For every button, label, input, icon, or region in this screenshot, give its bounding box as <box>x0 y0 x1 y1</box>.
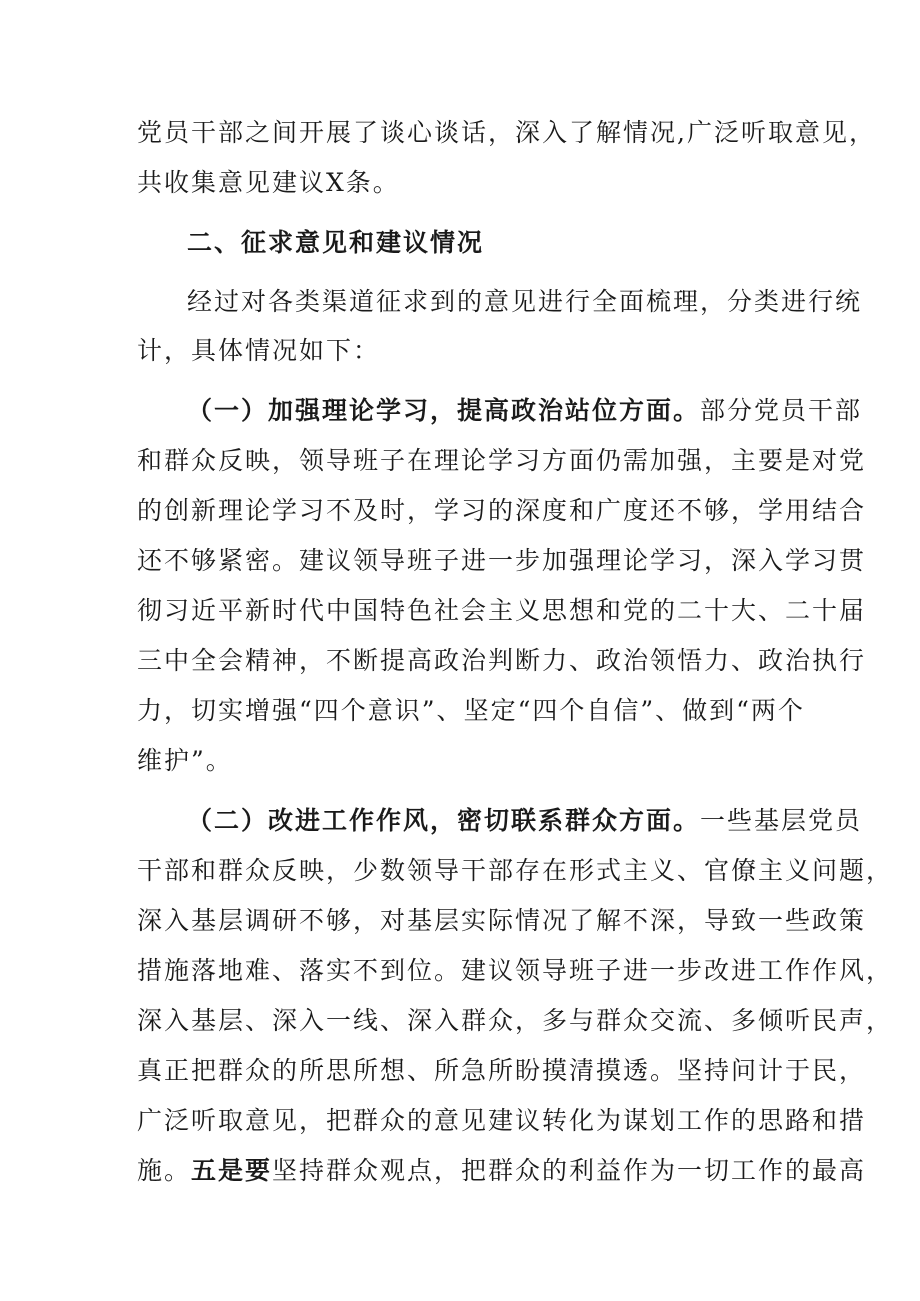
subsection-title-2: （二）改进工作作风，密切联系群众方面。 <box>187 806 701 835</box>
paragraph-3-line-7: 力，切实增强“四个意识”、坚定“四个自信”、做到“两个 <box>137 696 805 725</box>
paragraph-4-line-4: 措施落地难、落实不到位。建议领导班子进一步改进工作作风， <box>137 956 894 985</box>
paragraph-3-line-1 <box>187 396 863 426</box>
paragraph-4-line-1 <box>187 806 863 836</box>
paragraph-3-line-3: 的创新理论学习不及时，学习的深度和广度还不够，学用结合 <box>137 496 867 525</box>
paragraph-2-line-1: 经过对各类渠道征求到的意见进行全面梳理，分类进行统 <box>187 287 863 316</box>
paragraph-4-line-5: 深入基层、深入一线、深入群众，多与群众交流、多倾听民声， <box>137 1006 894 1035</box>
emphasis-label: 五是要 <box>191 1156 273 1185</box>
paragraph-4-line-8-rest: 坚持群众观点，把群众的利益作为一切工作的最高 <box>272 1156 867 1185</box>
paragraph-3-line-5: 彻习近平新时代中国特色社会主义思想和党的二十大、二十届 <box>137 596 867 625</box>
paragraph-1-line-1: 党员干部之间开展了谈心谈话，深入了解情况,广泛听取意见， <box>137 118 876 147</box>
paragraph-1-line-2: 共收集意见建议X条。 <box>137 168 400 197</box>
paragraph-4-line-1-text: 一些基层党员 <box>700 806 863 835</box>
paragraph-4-line-7: 广泛听取意见，把群众的意见建议转化为谋划工作的思路和措 <box>137 1106 867 1135</box>
paragraph-3-line-2: 和群众反映，领导班子在理论学习方面仍需加强，主要是对党 <box>137 446 867 475</box>
paragraph-4-line-3: 深入基层调研不够，对基层实际情况了解不深，导致一些政策 <box>137 906 867 935</box>
paragraph-3-line-8: 维护”。 <box>137 746 233 775</box>
paragraph-4-line-6: 真正把群众的所思所想、所急所盼摸清摸透。坚持问计于民， <box>137 1056 867 1085</box>
paragraph-3-line-1-text: 部分党员干部 <box>700 396 863 425</box>
paragraph-3-line-4: 还不够紧密。建议领导班子进一步加强理论学习，深入学习贯 <box>137 546 867 575</box>
section-heading-2: 二、征求意见和建议情况 <box>187 228 485 257</box>
paragraph-3-line-6: 三中全会精神，不断提高政治判断力、政治领悟力、政治执行 <box>137 646 867 675</box>
paragraph-2-line-2: 计，具体情况如下： <box>137 336 381 365</box>
paragraph-4-line-8-start: 施。 <box>137 1156 192 1185</box>
subsection-title-1: （一）加强理论学习，提高政治站位方面。 <box>187 396 701 425</box>
paragraph-4-line-8 <box>137 1156 867 1186</box>
paragraph-4-line-2: 干部和群众反映，少数领导干部存在形式主义、官僚主义问题， <box>137 856 894 885</box>
